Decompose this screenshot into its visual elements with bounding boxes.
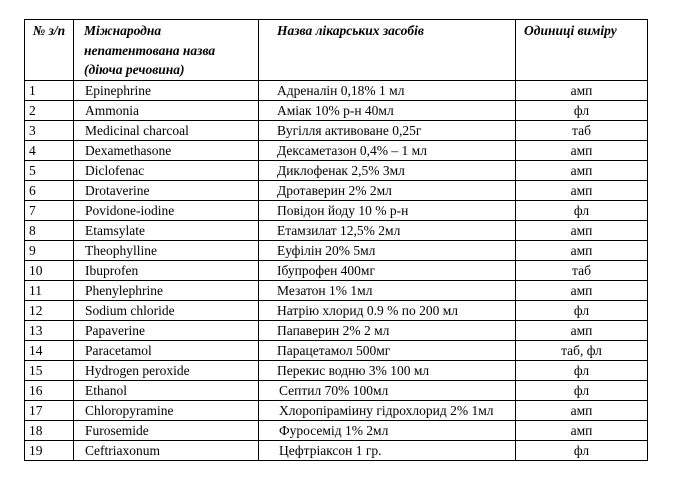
cell-drug-name: Хлоропіраміину гідрохлорид 2% 1мл — [259, 401, 516, 421]
cell-number: 6 — [25, 181, 74, 201]
cell-number: 19 — [25, 441, 74, 461]
cell-number: 8 — [25, 221, 74, 241]
cell-drug-name: Дротаверин 2% 2мл — [259, 181, 516, 201]
table-row — [25, 241, 648, 261]
cell-inn: Sodium chloride — [74, 301, 259, 321]
cell-drug-name: Папаверин 2% 2 мл — [259, 321, 516, 341]
cell-inn: Medicinal charcoal — [74, 121, 259, 141]
table-row — [25, 181, 648, 201]
table-row — [25, 141, 648, 161]
table-row — [25, 361, 648, 381]
cell-inn: Diclofenac — [74, 161, 259, 181]
cell-inn: Ibuprofen — [74, 261, 259, 281]
cell-inn: Epinephrine — [74, 81, 259, 101]
cell-drug-name: Септил 70% 100мл — [259, 381, 516, 401]
cell-number: 10 — [25, 261, 74, 281]
table-row — [25, 101, 648, 121]
header-inn: Міжнародна непатентована назва (діюча речовина) — [74, 20, 259, 81]
cell-drug-name: Фуросемід 1% 2мл — [259, 421, 516, 441]
cell-unit: фл — [516, 441, 648, 461]
table-row — [25, 421, 648, 441]
table-row — [25, 301, 648, 321]
cell-drug-name: Адреналін 0,18% 1 мл — [259, 81, 516, 101]
cell-inn: Furosemide — [74, 421, 259, 441]
cell-number: 16 — [25, 381, 74, 401]
cell-inn: Drotaverine — [74, 181, 259, 201]
cell-inn: Ammonia — [74, 101, 259, 121]
cell-number: 18 — [25, 421, 74, 441]
cell-drug-name: Аміак 10% р-н 40мл — [259, 101, 516, 121]
cell-drug-name: Парацетамол 500мг — [259, 341, 516, 361]
header-drug-name: Назва лікарських засобів — [259, 20, 516, 81]
cell-number: 17 — [25, 401, 74, 421]
cell-unit: амп — [516, 81, 648, 101]
cell-unit: амп — [516, 221, 648, 241]
cell-number: 2 — [25, 101, 74, 121]
table-row — [25, 401, 648, 421]
cell-unit: таб, фл — [516, 341, 648, 361]
cell-number: 13 — [25, 321, 74, 341]
cell-number: 9 — [25, 241, 74, 261]
cell-unit: амп — [516, 161, 648, 181]
cell-inn: Povidone-iodine — [74, 201, 259, 221]
cell-number: 3 — [25, 121, 74, 141]
cell-drug-name: Дексаметазон 0,4% – 1 мл — [259, 141, 516, 161]
cell-inn: Ethanol — [74, 381, 259, 401]
table-row — [25, 261, 648, 281]
cell-unit: амп — [516, 241, 648, 261]
cell-unit: амп — [516, 181, 648, 201]
cell-drug-name: Диклофенак 2,5% 3мл — [259, 161, 516, 181]
cell-number: 12 — [25, 301, 74, 321]
medications-table — [24, 19, 648, 461]
cell-inn: Theophylline — [74, 241, 259, 261]
cell-number: 1 — [25, 81, 74, 101]
table-row — [25, 341, 648, 361]
cell-drug-name: Перекис водню 3% 100 мл — [259, 361, 516, 381]
cell-unit: амп — [516, 401, 648, 421]
table-row — [25, 441, 648, 461]
table-row — [25, 321, 648, 341]
table-header-row — [25, 20, 648, 81]
cell-unit: фл — [516, 201, 648, 221]
table-row — [25, 221, 648, 241]
cell-unit: амп — [516, 281, 648, 301]
cell-drug-name: Мезатон 1% 1мл — [259, 281, 516, 301]
table-row — [25, 161, 648, 181]
cell-inn: Ceftriaxonum — [74, 441, 259, 461]
cell-drug-name: Ібупрофен 400мг — [259, 261, 516, 281]
header-number: № з/п — [25, 20, 74, 81]
cell-number: 11 — [25, 281, 74, 301]
cell-drug-name: Вугілля активоване 0,25г — [259, 121, 516, 141]
table-row — [25, 81, 648, 101]
cell-inn: Paracetamol — [74, 341, 259, 361]
cell-unit: амп — [516, 421, 648, 441]
cell-drug-name: Етамзилат 12,5% 2мл — [259, 221, 516, 241]
cell-number: 5 — [25, 161, 74, 181]
table-row — [25, 201, 648, 221]
cell-unit: фл — [516, 101, 648, 121]
cell-inn: Hydrogen peroxide — [74, 361, 259, 381]
cell-drug-name: Повідон йоду 10 % р-н — [259, 201, 516, 221]
cell-inn: Dexamethasone — [74, 141, 259, 161]
cell-number: 7 — [25, 201, 74, 221]
cell-inn: Chloropyramine — [74, 401, 259, 421]
cell-number: 15 — [25, 361, 74, 381]
cell-unit: фл — [516, 361, 648, 381]
cell-unit: таб — [516, 261, 648, 281]
table-row — [25, 281, 648, 301]
cell-inn: Phenylephrine — [74, 281, 259, 301]
cell-unit: фл — [516, 301, 648, 321]
cell-unit: амп — [516, 321, 648, 341]
cell-number: 4 — [25, 141, 74, 161]
cell-number: 14 — [25, 341, 74, 361]
cell-unit: таб — [516, 121, 648, 141]
cell-unit: амп — [516, 141, 648, 161]
cell-drug-name: Натрію хлорид 0.9 % по 200 мл — [259, 301, 516, 321]
cell-inn: Papaverine — [74, 321, 259, 341]
cell-inn: Etamsylate — [74, 221, 259, 241]
table-row — [25, 381, 648, 401]
table-row — [25, 121, 648, 141]
cell-drug-name: Еуфілін 20% 5мл — [259, 241, 516, 261]
cell-unit: фл — [516, 381, 648, 401]
header-unit: Одиниці виміру — [516, 20, 648, 81]
cell-drug-name: Цефтріаксон 1 гр. — [259, 441, 516, 461]
